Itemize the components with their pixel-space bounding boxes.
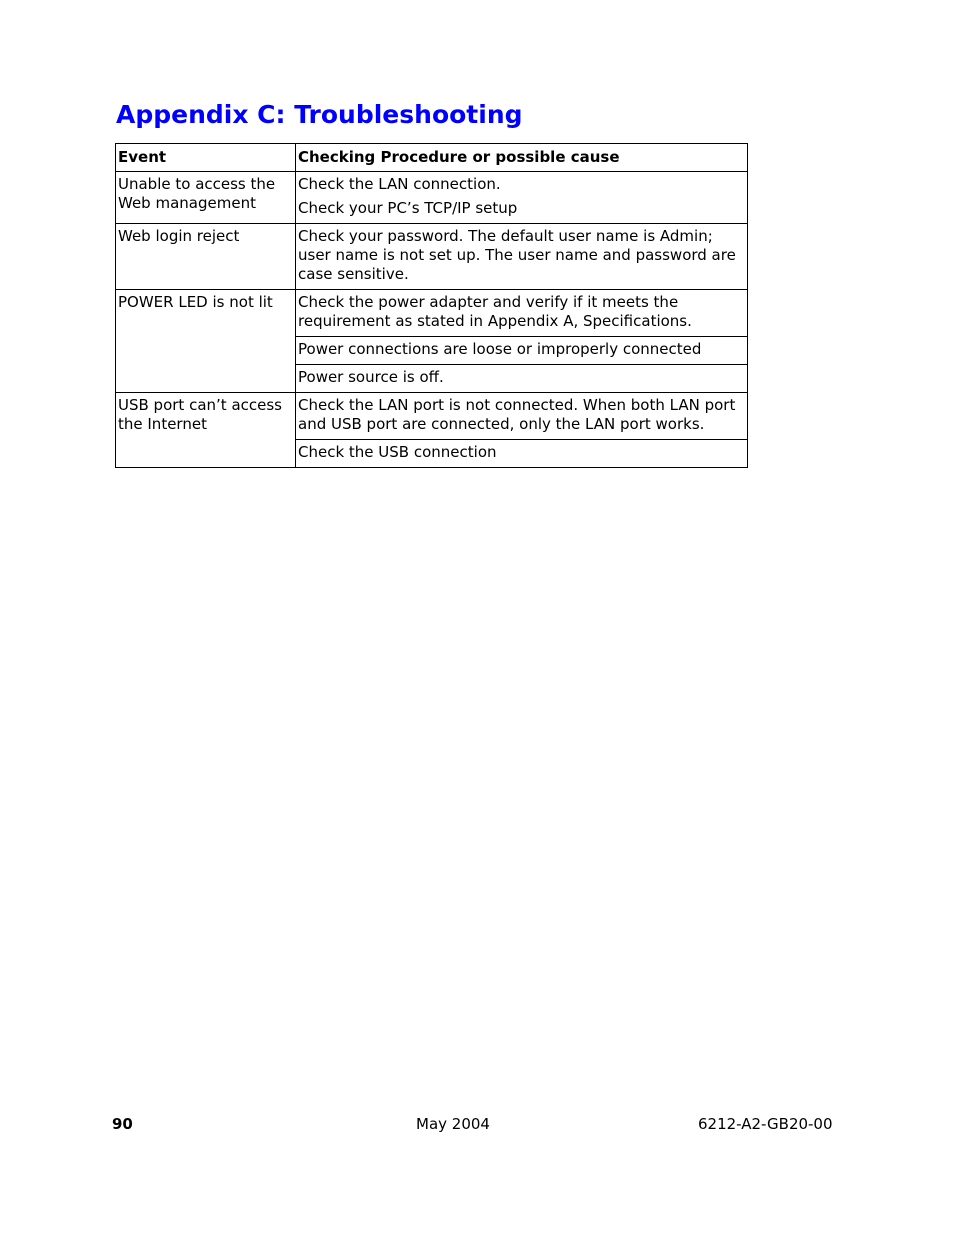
troubleshooting-table	[115, 143, 748, 468]
cause-text: Check the LAN connection.	[298, 175, 501, 193]
cause-text: Check your PC’s TCP/IP setup	[298, 199, 518, 217]
event-cell: USB port can’t access the Internet	[116, 393, 296, 468]
event-cell: Unable to access the Web management	[116, 172, 296, 224]
page-number: 90	[112, 1115, 133, 1133]
cause-cell: Check the LAN port is not connected. When both LAN port and USB port are connected, only the LAN port works.	[296, 393, 748, 440]
publication-date: May 2004	[416, 1115, 490, 1133]
cause-cell: Check the power adapter and verify if it meets the requirement as stated in Appendix A, Specifications.	[296, 290, 748, 337]
header-procedure: Checking Procedure or possible cause	[296, 144, 748, 172]
document-id: 6212-A2-GB20-00	[698, 1115, 833, 1133]
cause-cell: Check your password. The default user name is Admin; user name is not set up. The user name and password are case sensitive.	[296, 224, 748, 290]
header-event: Event	[116, 144, 296, 172]
event-cell: POWER LED is not lit	[116, 290, 296, 393]
table-header-row	[116, 144, 748, 172]
cause-cell: Check the USB connection	[296, 440, 748, 468]
cause-cell: Power source is off.	[296, 365, 748, 393]
cause-cell: Power connections are loose or improperly connected	[296, 337, 748, 365]
cause-cell	[296, 172, 748, 224]
table-row	[116, 393, 748, 440]
event-cell: Web login reject	[116, 224, 296, 290]
table-row	[116, 172, 748, 224]
table-row	[116, 290, 748, 337]
table-row	[116, 224, 748, 290]
page-heading: Appendix C: Troubleshooting	[116, 100, 523, 129]
